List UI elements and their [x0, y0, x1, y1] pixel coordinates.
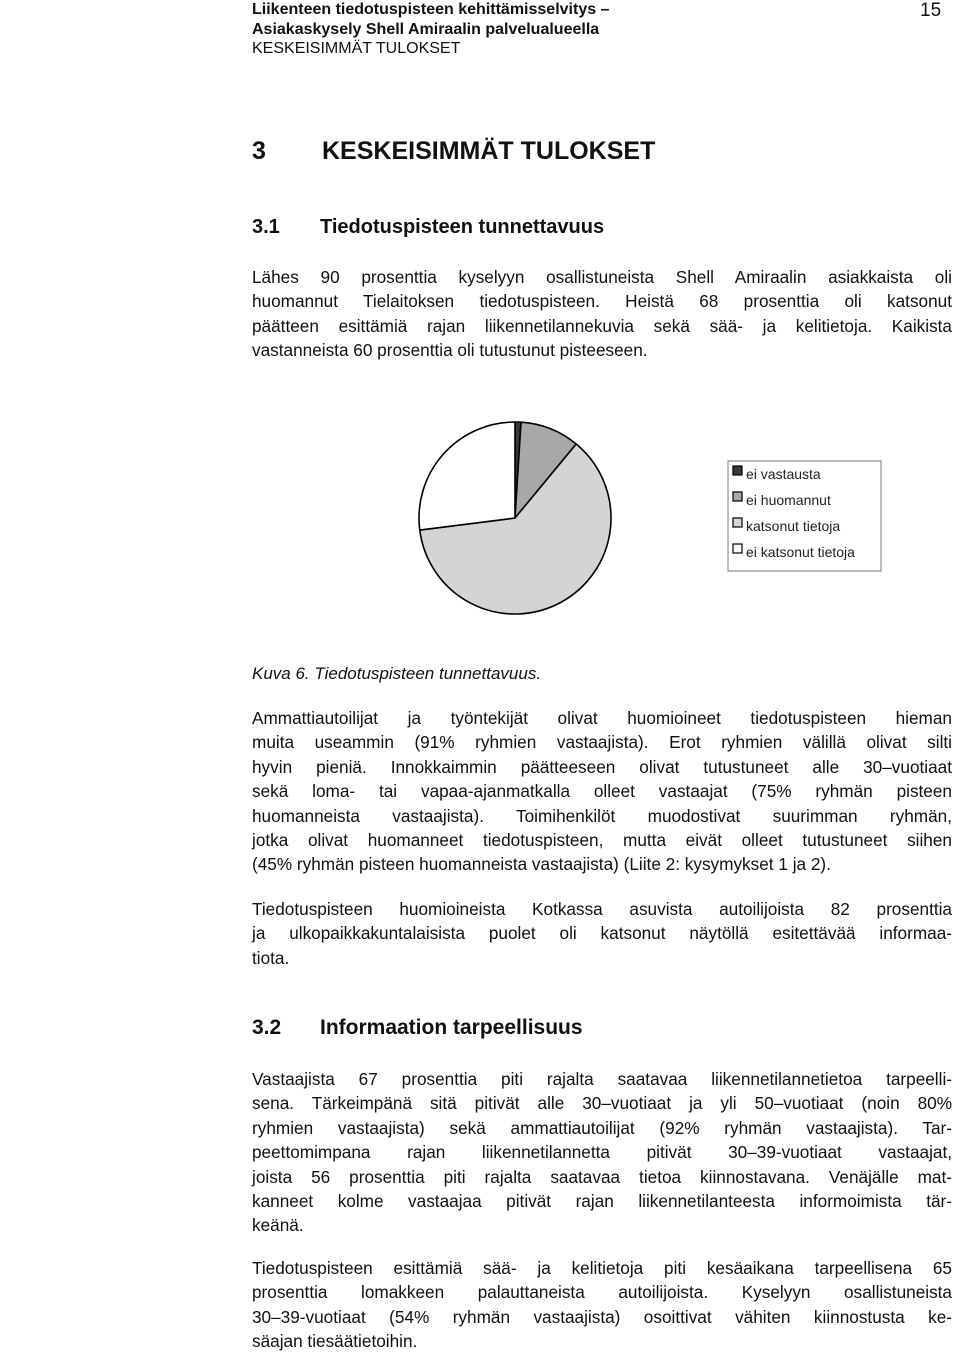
- text-line: muita useammin (91% ryhmien vastaajista). Erot ryhmien välillä olivat silti: [252, 732, 952, 753]
- section-number: 3: [252, 137, 266, 165]
- text-line: säajan tiesäätietoihin.: [252, 1331, 418, 1352]
- paragraph-5: [252, 1256, 952, 1354]
- text-line: (45% ryhmän pisteen huomanneista vastaajista) (Liite 2: kysymykset 1 ja 2).: [252, 854, 831, 875]
- text-line: huomannut Tielaitoksen tiedotuspisteen. Heistä 68 prosenttia oli katsonut: [252, 291, 952, 312]
- text-line: Tiedotuspisteen huomioineista Kotkassa asuvista autoilijoista 82 prosenttia: [252, 899, 952, 919]
- section-number: 3.1: [252, 216, 280, 238]
- paragraph-3: [252, 897, 952, 970]
- section-heading-3-2: [252, 1016, 583, 1040]
- section-title: Tiedotuspisteen tunnettavuus: [320, 216, 605, 238]
- text-line: huomanneista vastaajista). Toimihenkilöt muodostivat suurimman ryhmän,: [252, 805, 952, 826]
- header-line-1: Liikenteen tiedotuspisteen kehittämisselvitys –: [252, 1, 610, 18]
- pie-slice-ei-katsonut-tietoja: [419, 422, 515, 530]
- section-heading-3: [252, 137, 655, 166]
- text-line: Ammattiautoilijat ja työntekijät olivat huomioineet tiedotuspisteen hieman: [252, 708, 952, 728]
- text-line: ja ulkopaikkakuntalaisista puolet oli katsonut näytöllä esitettävää informaa-: [252, 923, 952, 944]
- section-title: Informaation tarpeellisuus: [320, 1016, 583, 1039]
- legend-swatch: [733, 518, 742, 527]
- text-line: sena. Tärkeimpänä sitä pitivät alle 30–vuotiaat ja yli 50–vuotiaat (noin 80%: [252, 1093, 952, 1114]
- pie-slices: [419, 422, 611, 614]
- legend-swatch: [733, 544, 742, 553]
- paragraph-2: [252, 706, 952, 877]
- header-line-2: Asiakaskysely Shell Amiraalin palvelualueella: [252, 20, 600, 38]
- legend-label: ei huomannut: [746, 492, 831, 508]
- text-line: peettomimpana rajan liikennetilannetta pitivät 30–39-vuotiaat vastaajat,: [252, 1142, 952, 1163]
- text-line: keänä.: [252, 1215, 304, 1236]
- section-title: KESKEISIMMÄT TULOKSET: [322, 137, 656, 165]
- text-line: Vastaajista 67 prosenttia piti rajalta saatavaa liikennetilannetietoa tarpeelli-: [252, 1069, 952, 1089]
- legend-label: ei vastausta: [746, 466, 821, 482]
- legend-label: ei katsonut tietoja: [746, 544, 855, 560]
- pie-chart: [400, 405, 900, 640]
- paragraph-4: [252, 1067, 952, 1238]
- text-line: Lähes 90 prosenttia kyselyyn osallistuneista Shell Amiraalin asiakkaista oli: [252, 267, 952, 287]
- legend-swatch: [733, 466, 742, 475]
- running-header: [252, 0, 609, 59]
- legend-box: [728, 461, 881, 571]
- text-line: vastanneista 60 prosenttia oli tutustunut pisteeseen.: [252, 340, 648, 361]
- text-line: päätteen esittämiä rajan liikennetilannekuvia sekä sää- ja kelitietoja. Kaikista: [252, 315, 952, 336]
- header-line-3: KESKEISIMMÄT TULOKSET: [252, 40, 461, 57]
- legend-swatch: [733, 492, 742, 501]
- text-line: prosenttia lomakkeen palauttaneista autoilijoista. Kyselyyn osallistuneista: [252, 1282, 952, 1303]
- text-line: tiota.: [252, 947, 290, 968]
- text-line: sekä loma- tai vapaa-ajanmatkalla olleet vastaajat (75% ryhmän pisteen: [252, 781, 952, 802]
- text-line: 30–39-vuotiaat (54% ryhmän vastaajista) osoittivat vähiten kiinnostusta ke-: [252, 1306, 952, 1327]
- paragraph-1: [252, 265, 952, 363]
- text-line: kanneet kolme vastaajaa pitivät rajan liikennetilanteesta informoimista tär-: [252, 1191, 952, 1212]
- legend-label: katsonut tietoja: [746, 518, 841, 534]
- text-line: hyvin pieniä. Innokkaimmin päätteeseen olivat tutustuneet alle 30–vuotiaat: [252, 756, 952, 777]
- text-line: jotka olivat huomanneet tiedotuspisteen, mutta eivät olleet tutustuneet siihen: [252, 830, 952, 851]
- figure-caption: Kuva 6. Tiedotuspisteen tunnettavuus.: [252, 664, 542, 683]
- page-number: 15: [920, 0, 942, 21]
- text-line: Tiedotuspisteen esittämiä sää- ja kelitietoja piti kesäaikana tarpeellisena 65: [252, 1258, 952, 1278]
- section-heading-3-1: [252, 216, 604, 239]
- text-line: ryhmien vastaajista) sekä ammattiautoilijat (92% ryhmän vastaajista). Tar-: [252, 1117, 952, 1138]
- section-number: 3.2: [252, 1016, 282, 1039]
- text-line: joista 56 prosenttia piti rajalta saatavaa tietoa kiinnostavana. Venäjälle mat-: [252, 1166, 952, 1187]
